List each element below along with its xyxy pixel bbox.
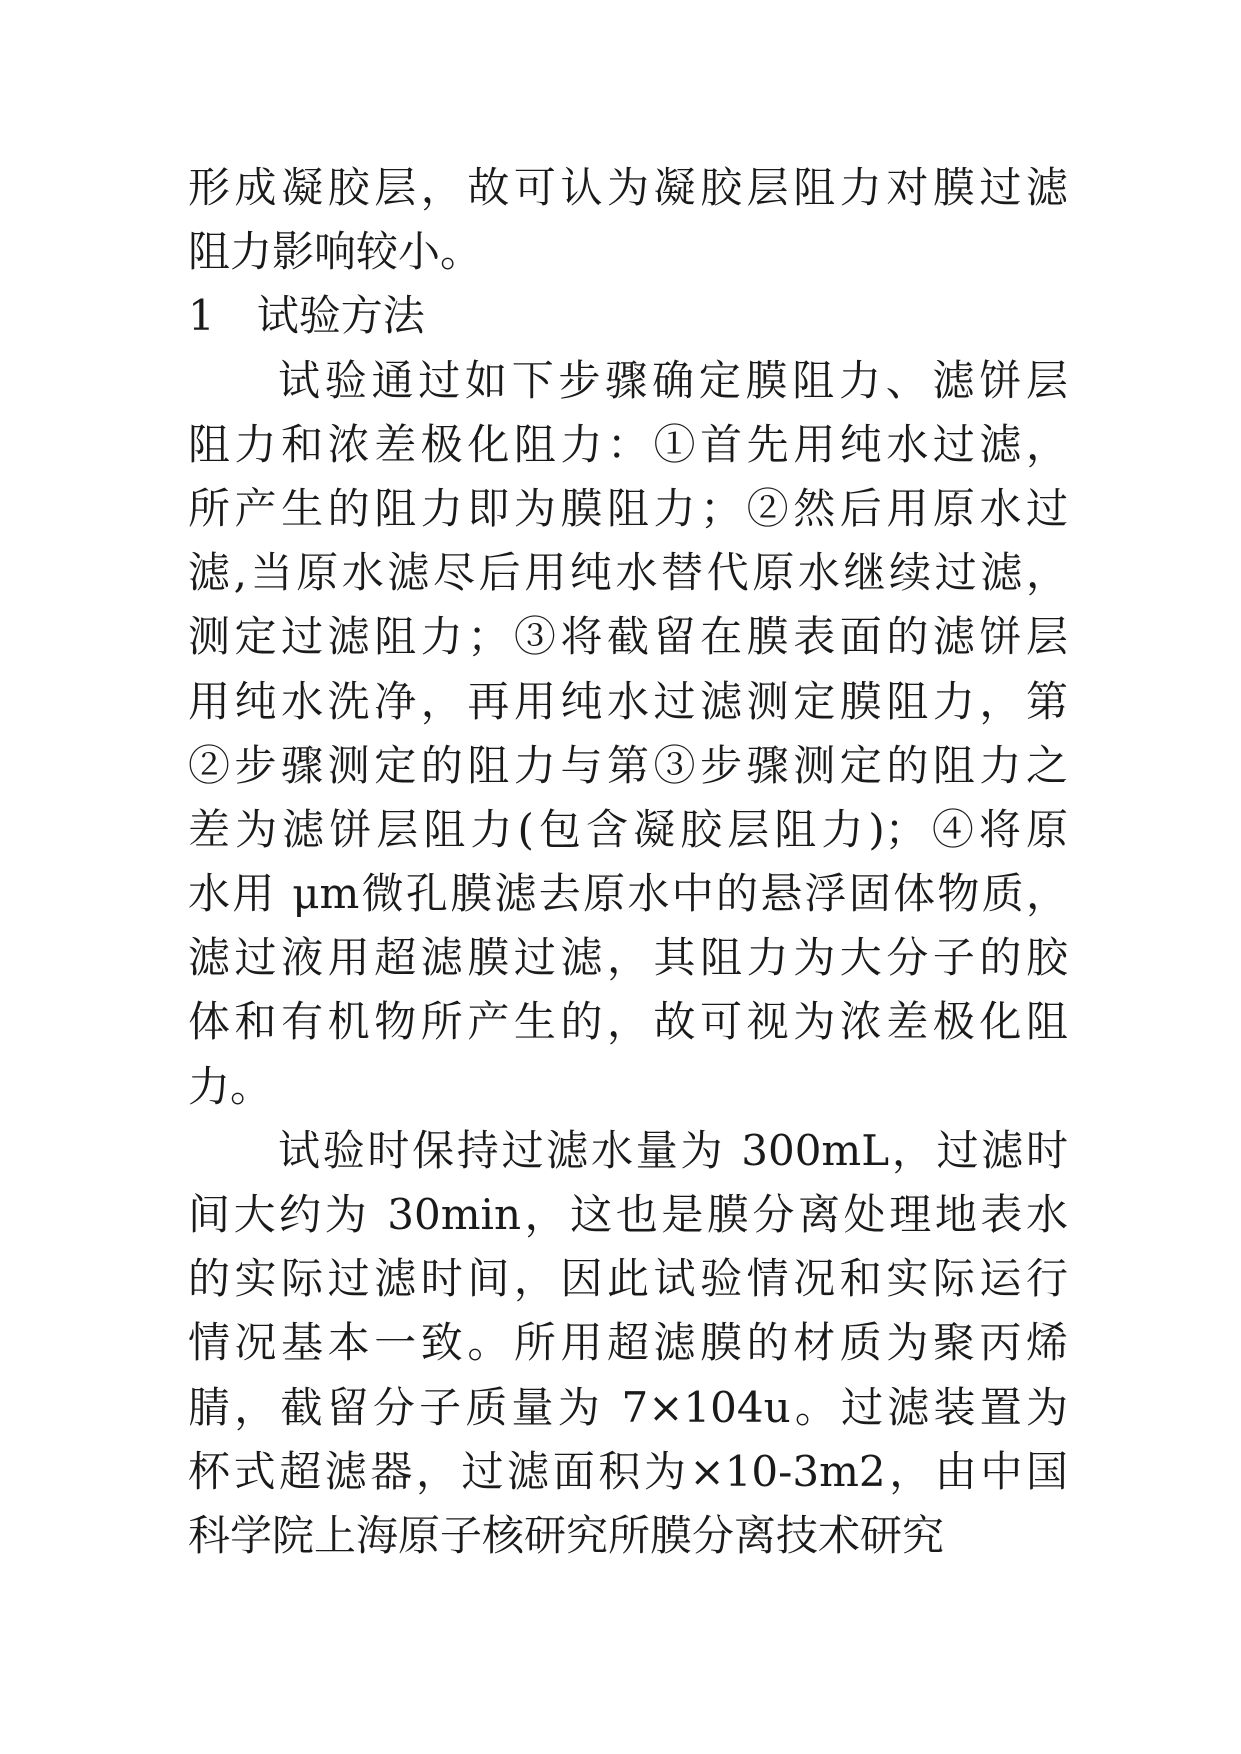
text-line: 的实际过滤时间，因此试验情况和实际运行 <box>188 1254 1068 1304</box>
text-line: 阻力和浓差极化阻力：①首先用纯水过滤， <box>188 419 1068 469</box>
text-line: 力。 <box>188 1061 273 1111</box>
text-line: 间大约为 30min，这也是膜分离处理地表水 <box>188 1190 1068 1239</box>
text-line: 杯式超滤器，过滤面积为×10-3m2，由中国 <box>188 1446 1068 1496</box>
text-line: 阻力影响较小。 <box>188 227 483 277</box>
text-line: 腈，截留分子质量为 7×104u。过滤装置为 <box>188 1382 1068 1432</box>
text-line: ②步骤测定的阻力与第③步骤测定的阻力之 <box>188 740 1068 790</box>
text-line: 试验通过如下步骤确定膜阻力、滤饼层 <box>278 355 1068 405</box>
text-line: 体和有机物所产生的，故可视为浓差极化阻 <box>188 997 1068 1047</box>
text-line: 所产生的阻力即为膜阻力；②然后用原水过 <box>188 483 1068 533</box>
text-line: 形成凝胶层，故可认为凝胶层阻力对膜过滤 <box>188 163 1068 212</box>
text-line: 情况基本一致。所用超滤膜的材质为聚丙烯 <box>188 1318 1068 1368</box>
text-line: 差为滤饼层阻力(包含凝胶层阻力)；④将原 <box>188 804 1068 854</box>
text-line: 水用 μm微孔膜滤去原水中的悬浮固体物质， <box>188 869 1068 919</box>
text-line: 用纯水洗净，再用纯水过滤测定膜阻力，第 <box>188 676 1068 726</box>
text-line: 滤,当原水滤尽后用纯水替代原水继续过滤， <box>188 548 1068 598</box>
text-line: 测定过滤阻力；③将截留在膜表面的滤饼层 <box>188 612 1068 662</box>
text-line: 滤过液用超滤膜过滤，其阻力为大分子的胶 <box>188 933 1068 983</box>
body-text <box>188 156 1068 1568</box>
text-line: 科学院上海原子核研究所膜分离技术研究 <box>188 1510 945 1560</box>
text-line: 试验时保持过滤水量为 300mL，过滤时 <box>278 1125 1068 1175</box>
section-heading: 1 试验方法 <box>188 291 425 341</box>
